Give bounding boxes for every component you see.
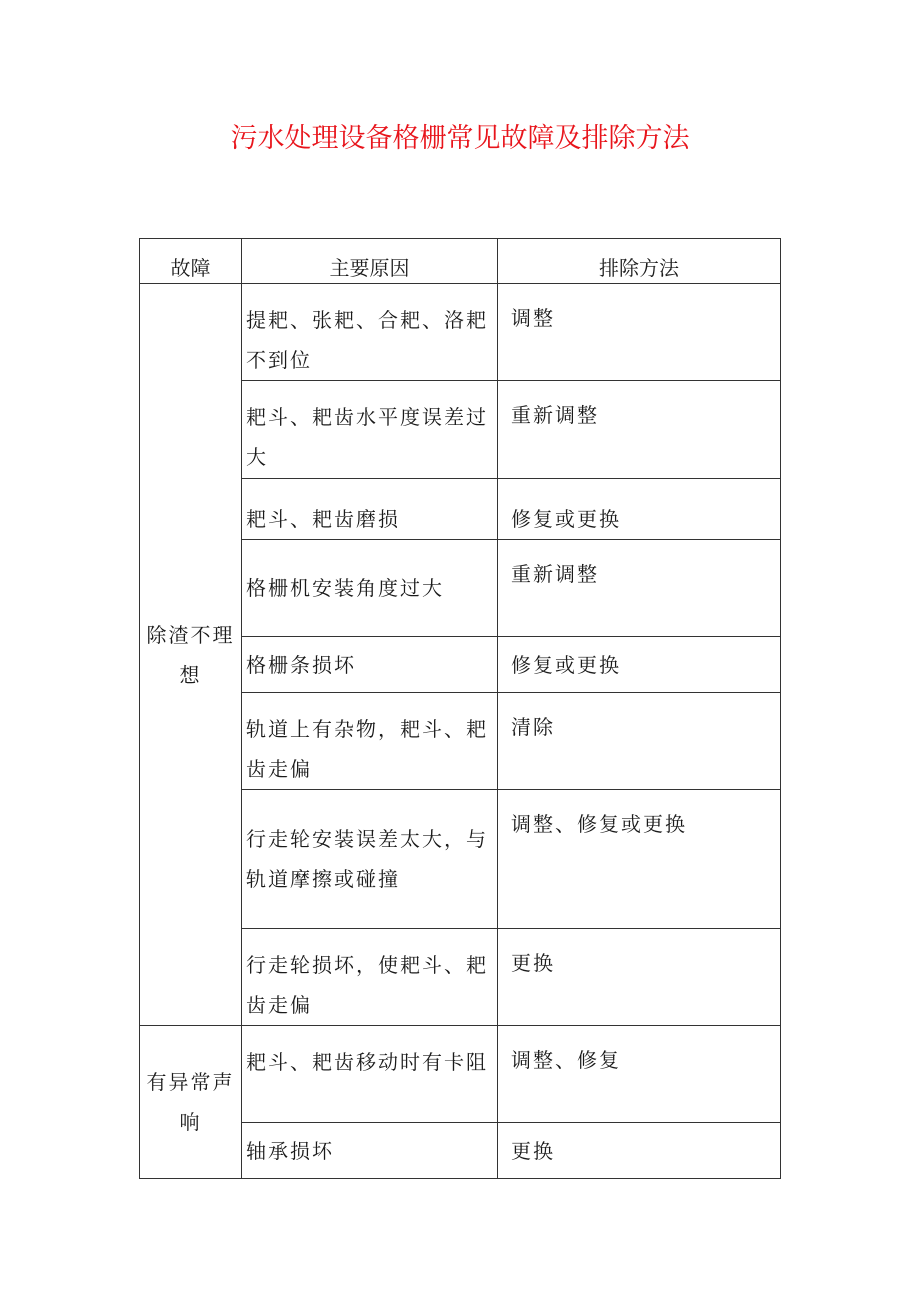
cause-cell: 耙斗、耙齿水平度误差过大: [242, 381, 498, 479]
cause-cell: 行走轮损坏，使耙斗、耙齿走偏: [242, 929, 498, 1026]
cause-cell: 轨道上有杂物，耙斗、耙齿走偏: [242, 693, 498, 790]
fix-cell: 调整: [498, 284, 781, 381]
cause-cell: 格栅条损坏: [242, 637, 498, 693]
table-row: [140, 284, 781, 381]
header-row: [140, 239, 781, 284]
header-fix: 排除方法: [498, 239, 781, 284]
fix-cell: 调整、修复: [498, 1026, 781, 1123]
header-fault: 故障: [140, 239, 242, 284]
table-row: [140, 1026, 781, 1123]
fix-cell: 重新调整: [498, 381, 781, 479]
fault-cell: 有异常声响: [140, 1026, 242, 1179]
document-title: 污水处理设备格栅常见故障及排除方法: [230, 123, 690, 154]
fix-cell: 修复或更换: [498, 479, 781, 540]
cause-cell: 行走轮安装误差太大，与轨道摩擦或碰撞: [242, 790, 498, 929]
cause-cell: 提耙、张耙、合耙、洛耙不到位: [242, 284, 498, 381]
fault-cell: 除渣不理想: [140, 284, 242, 1026]
fix-cell: 调整、修复或更换: [498, 790, 781, 929]
fix-cell: 重新调整: [498, 540, 781, 637]
fix-cell: 更换: [498, 1123, 781, 1179]
fault-table: [139, 238, 781, 1179]
cause-cell: 耙斗、耙齿磨损: [242, 479, 498, 540]
fix-cell: 修复或更换: [498, 637, 781, 693]
fix-cell: 更换: [498, 929, 781, 1026]
fix-cell: 清除: [498, 693, 781, 790]
cause-cell: 耙斗、耙齿移动时有卡阻: [242, 1026, 498, 1123]
cause-cell: 格栅机安装角度过大: [242, 540, 498, 637]
cause-cell: 轴承损坏: [242, 1123, 498, 1179]
header-cause: 主要原因: [242, 239, 498, 284]
